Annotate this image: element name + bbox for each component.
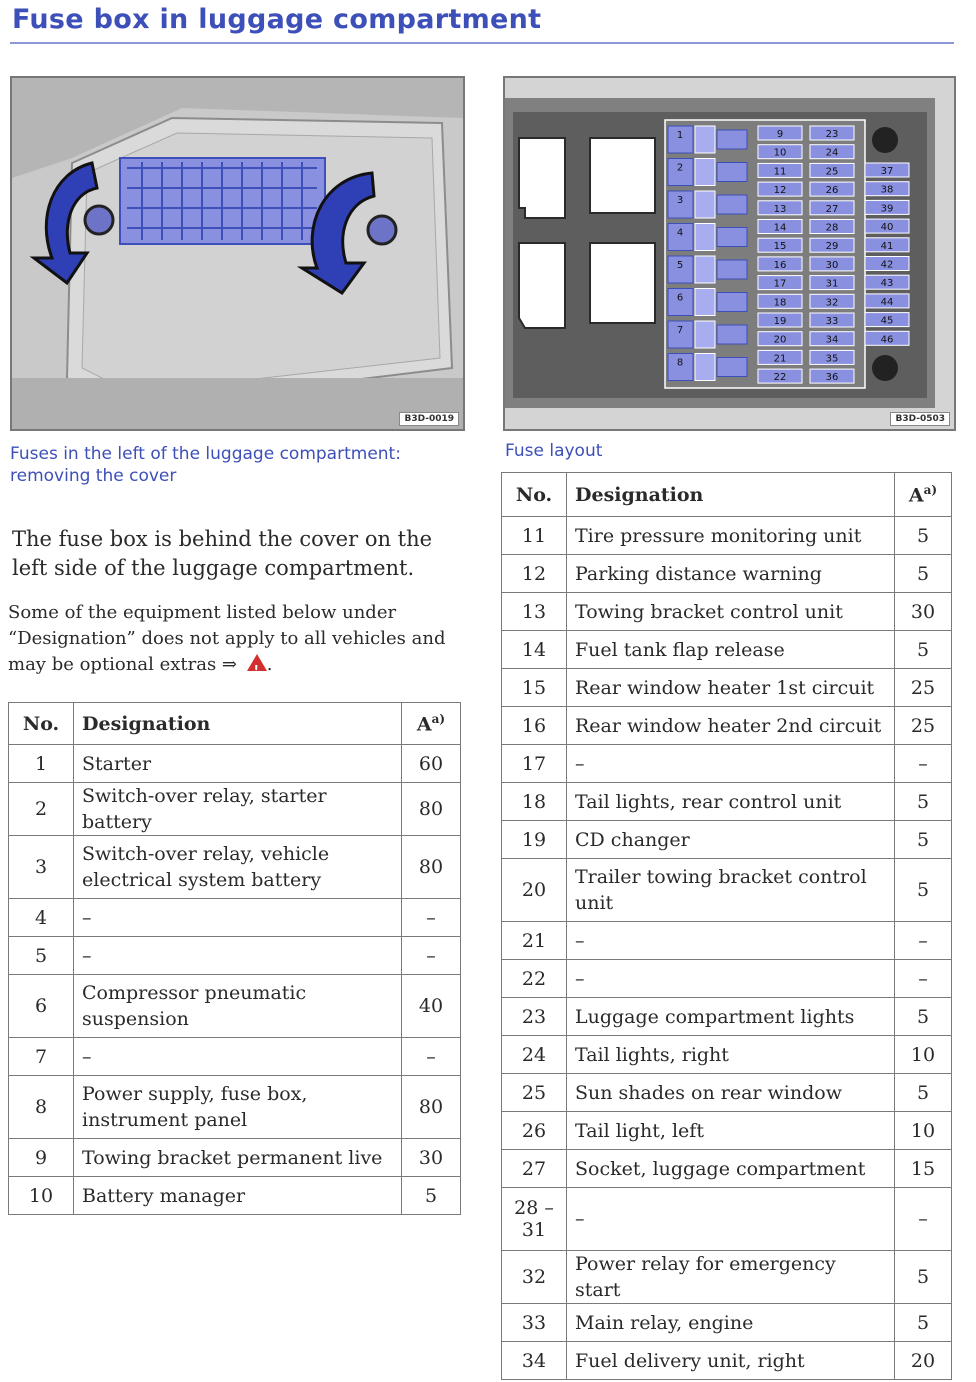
fuse-label: 38 <box>880 184 894 196</box>
designation-cell: Tail light, left <box>567 1112 895 1150</box>
fuse-slot <box>810 220 854 234</box>
amperage-cell: 80 <box>402 783 461 836</box>
amperage-cell: – <box>895 1188 952 1251</box>
fuse-slot <box>865 275 909 289</box>
header-amp <box>402 703 461 745</box>
designation-cell: – <box>567 960 895 998</box>
fuse-label: 46 <box>880 334 894 346</box>
fuse-label: 4 <box>676 227 684 239</box>
fuse-number-cell: 10 <box>9 1177 74 1215</box>
amperage-cell: – <box>402 1038 461 1076</box>
table-row <box>502 1342 952 1380</box>
table-row <box>502 1304 952 1342</box>
fuse-label: 2 <box>676 162 684 174</box>
table-row <box>502 555 952 593</box>
fuse-number-cell: 11 <box>502 517 567 555</box>
fuse-slot <box>668 159 747 186</box>
designation-cell: Trailer towing bracket control unit <box>567 859 895 922</box>
header-designation: Designation <box>567 473 895 517</box>
fuse-number-cell: 15 <box>502 669 567 707</box>
amperage-cell: – <box>402 899 461 937</box>
header-designation: Designation <box>74 703 402 745</box>
designation-cell: Fuel tank flap release <box>567 631 895 669</box>
figure-code: B3D-0503 <box>890 412 950 426</box>
designation-cell: Power relay for emergency start <box>567 1251 895 1304</box>
designation-cell: Fuel delivery unit, right <box>567 1342 895 1380</box>
designation-cell: – <box>567 922 895 960</box>
table-row <box>502 517 952 555</box>
fuse-label: 32 <box>825 297 839 309</box>
amperage-cell: 5 <box>895 821 952 859</box>
fuse-label: 6 <box>676 292 684 304</box>
fuse-label: 27 <box>825 203 839 215</box>
fuse-slot <box>865 313 909 327</box>
table-row <box>9 975 461 1038</box>
fuse-number-cell: 7 <box>9 1038 74 1076</box>
fuse-slot <box>758 238 802 252</box>
designation-cell: – <box>567 1188 895 1251</box>
designation-cell: – <box>74 899 402 937</box>
fuse-slot <box>865 182 909 196</box>
amperage-cell: 60 <box>402 745 461 783</box>
fuse-slot <box>758 182 802 196</box>
designation-cell: Power supply, fuse box, instrument panel <box>74 1076 402 1139</box>
fuse-slot <box>865 238 909 252</box>
page-title: Fuse box in luggage compartment <box>12 4 542 35</box>
fuse-slot <box>758 145 802 159</box>
fuse-slot <box>865 219 909 233</box>
fuse-slot <box>810 369 854 383</box>
designation-cell: Rear window heater 2nd circuit <box>567 707 895 745</box>
note-period: . <box>266 654 273 675</box>
designation-cell: Tail lights, right <box>567 1036 895 1074</box>
fuse-label: 15 <box>773 241 787 253</box>
fuse-number-cell: 14 <box>502 631 567 669</box>
fuse-label: 29 <box>825 241 839 253</box>
amperage-cell: 5 <box>402 1177 461 1215</box>
designation-cell: Battery manager <box>74 1177 402 1215</box>
designation-cell: Parking distance warning <box>567 555 895 593</box>
fuse-label: 10 <box>773 147 787 159</box>
fuse-slot <box>810 350 854 364</box>
table-header-row <box>9 703 461 745</box>
fuse-slot <box>758 332 802 346</box>
table-row <box>502 821 952 859</box>
table-row <box>502 707 952 745</box>
fuse-label: 17 <box>773 278 787 290</box>
designation-cell: Sun shades on rear window <box>567 1074 895 1112</box>
luggage-cover-figure <box>10 76 465 431</box>
designation-cell: Rear window heater 1st circuit <box>567 669 895 707</box>
fuse-label: 20 <box>773 334 787 346</box>
fuse-number-cell: 4 <box>9 899 74 937</box>
fuse-slot <box>810 332 854 346</box>
table-row <box>9 783 461 836</box>
table-row <box>502 1074 952 1112</box>
figure-left-caption <box>10 443 470 487</box>
amperage-cell: 5 <box>895 998 952 1036</box>
fuse-slot <box>668 224 747 251</box>
table-row <box>502 998 952 1036</box>
fuse-number-cell: 1 <box>9 745 74 783</box>
table-row <box>9 1038 461 1076</box>
fuse-slot <box>668 256 747 283</box>
fuse-label: 43 <box>880 278 894 290</box>
fuse-slot <box>758 201 802 215</box>
fuse-slot <box>865 331 909 345</box>
table-row <box>9 1177 461 1215</box>
fuse-number-cell: 13 <box>502 593 567 631</box>
table-row <box>502 783 952 821</box>
table-row <box>502 745 952 783</box>
fuse-label: 37 <box>880 166 894 177</box>
fuse-label: 39 <box>880 203 894 215</box>
fuse-block-image <box>120 158 325 244</box>
amperage-cell: 20 <box>895 1342 952 1380</box>
fuse-slot <box>865 257 909 271</box>
fuse-slot <box>758 163 802 177</box>
caption-line-2: removing the cover <box>10 466 177 486</box>
header-amp <box>895 473 952 517</box>
header-amp-footnote: a) <box>923 482 938 497</box>
table-row <box>502 1150 952 1188</box>
fuse-number-cell: 9 <box>9 1139 74 1177</box>
fuse-label: 35 <box>825 353 839 365</box>
table-row <box>9 899 461 937</box>
amperage-cell: 80 <box>402 1076 461 1139</box>
fuse-label: 45 <box>880 315 894 327</box>
fuse-slot <box>758 276 802 290</box>
amperage-cell: 10 <box>895 1036 952 1074</box>
header-amp-footnote: a) <box>431 711 446 726</box>
fuse-number-cell: 3 <box>9 836 74 899</box>
fuse-label: 14 <box>773 222 787 234</box>
fuse-slot <box>810 126 854 140</box>
amperage-cell: – <box>895 922 952 960</box>
luggage-cover-illustration <box>12 78 463 429</box>
fuse-label: 16 <box>773 259 787 271</box>
warning-triangle-icon <box>247 654 267 671</box>
fuse-number-cell: 17 <box>502 745 567 783</box>
table-row <box>502 960 952 998</box>
fuse-slot <box>668 191 747 218</box>
table-row <box>9 1139 461 1177</box>
table-row <box>502 1251 952 1304</box>
fuse-number-cell: 25 <box>502 1074 567 1112</box>
fuse-number-cell: 27 <box>502 1150 567 1188</box>
fuse-slot <box>865 200 909 214</box>
fuse-label: 41 <box>880 240 894 252</box>
fuse-number-cell: 28 – 31 <box>502 1188 567 1251</box>
amperage-cell: 40 <box>402 975 461 1038</box>
fuse-label: 42 <box>880 259 894 271</box>
equipment-note-text: Some of the equipment listed below under “Designation” does not apply to all vehicles and may be optional extras ⇒ <box>8 602 446 675</box>
designation-cell: Starter <box>74 745 402 783</box>
fuse-number-cell: 22 <box>502 960 567 998</box>
designation-cell: Tire pressure monitoring unit <box>567 517 895 555</box>
amperage-cell: – <box>402 937 461 975</box>
fuse-number-cell: 32 <box>502 1251 567 1304</box>
fuse-number-cell: 6 <box>9 975 74 1038</box>
fuse-label: 8 <box>676 357 684 369</box>
table-row <box>9 937 461 975</box>
fuse-slot <box>865 163 909 177</box>
fuse-slot <box>810 257 854 271</box>
fuse-slot <box>810 294 854 308</box>
table-row <box>502 1188 952 1251</box>
table-header-row <box>502 473 952 517</box>
fuse-table-right <box>501 472 952 1380</box>
designation-cell: Switch-over relay, starter battery <box>74 783 402 836</box>
fuse-number-cell: 20 <box>502 859 567 922</box>
designation-cell: Compressor pneumatic suspension <box>74 975 402 1038</box>
designation-cell: Switch-over relay, vehicle electrical system battery <box>74 836 402 899</box>
amperage-cell: 5 <box>895 1074 952 1112</box>
fuse-number-cell: 21 <box>502 922 567 960</box>
fuse-label: 19 <box>773 316 787 327</box>
header-no: No. <box>9 703 74 745</box>
fuse-label: 5 <box>676 260 684 271</box>
fuse-slot <box>758 126 802 140</box>
fuse-label: 9 <box>776 129 784 140</box>
figure-code: B3D-0019 <box>399 412 459 426</box>
table-row <box>502 1036 952 1074</box>
fuse-label: 22 <box>773 372 787 384</box>
caption-line-1: Fuses in the left of the luggage compartment: <box>10 444 401 464</box>
fuse-number-cell: 16 <box>502 707 567 745</box>
title-divider <box>10 42 954 44</box>
table-row <box>502 669 952 707</box>
fuse-slot <box>758 220 802 234</box>
fuse-label: 21 <box>773 353 787 365</box>
fuse-table-left <box>8 702 461 1215</box>
fuse-label: 1 <box>676 130 684 141</box>
designation-cell: Luggage compartment lights <box>567 998 895 1036</box>
intro-paragraph: The fuse box is behind the cover on the left side of the luggage compartment. <box>12 527 433 580</box>
fuse-slot <box>810 145 854 159</box>
fuse-slot <box>668 354 747 381</box>
fuse-label: 31 <box>825 278 839 290</box>
amperage-cell: 5 <box>895 555 952 593</box>
fuse-layout-diagram <box>505 78 954 429</box>
fuse-slot <box>865 294 909 308</box>
amperage-cell: 5 <box>895 1251 952 1304</box>
amperage-cell: – <box>895 960 952 998</box>
fuse-number-cell: 18 <box>502 783 567 821</box>
fuse-label: 7 <box>676 325 684 336</box>
fuse-label: 3 <box>676 195 684 206</box>
amperage-cell: 5 <box>895 631 952 669</box>
figure-right-caption: Fuse layout <box>505 441 603 461</box>
amperage-cell: 5 <box>895 783 952 821</box>
fuse-number-cell: 12 <box>502 555 567 593</box>
designation-cell: – <box>567 745 895 783</box>
table-row <box>9 1076 461 1139</box>
fuse-label: 24 <box>825 147 839 159</box>
fuse-slot <box>810 182 854 196</box>
fuse-slot <box>810 163 854 177</box>
fuse-slot <box>810 201 854 215</box>
table-row <box>9 836 461 899</box>
fuse-label: 40 <box>880 222 894 234</box>
designation-cell: Tail lights, rear control unit <box>567 783 895 821</box>
fuse-label: 23 <box>825 129 839 140</box>
fuse-number-cell: 2 <box>9 783 74 836</box>
amperage-cell: 30 <box>895 593 952 631</box>
fuse-number-cell: 5 <box>9 937 74 975</box>
header-amp-label: A <box>908 484 924 507</box>
fuse-number-cell: 8 <box>9 1076 74 1139</box>
fuse-label: 18 <box>773 297 787 309</box>
fuse-label: 36 <box>825 372 839 384</box>
amperage-cell: 30 <box>402 1139 461 1177</box>
designation-cell: – <box>74 937 402 975</box>
table-row <box>9 745 461 783</box>
fuse-label: 34 <box>825 334 839 346</box>
fuse-label: 30 <box>825 259 839 271</box>
fuse-number-cell: 23 <box>502 998 567 1036</box>
amperage-cell: – <box>895 745 952 783</box>
fuse-slot <box>810 238 854 252</box>
fuse-label: 13 <box>773 203 787 215</box>
fuse-label: 26 <box>825 185 839 197</box>
amperage-cell: 25 <box>895 669 952 707</box>
fuse-label: 33 <box>825 316 839 327</box>
fuse-label: 25 <box>825 166 839 178</box>
amperage-cell: 25 <box>895 707 952 745</box>
header-no: No. <box>502 473 567 517</box>
fuse-slot <box>758 257 802 271</box>
table-row <box>502 922 952 960</box>
amperage-cell: 5 <box>895 859 952 922</box>
designation-cell: Main relay, engine <box>567 1304 895 1342</box>
designation-cell: Socket, luggage compartment <box>567 1150 895 1188</box>
designation-cell: CD changer <box>567 821 895 859</box>
fuse-slot <box>758 294 802 308</box>
fuse-label: 11 <box>773 166 787 178</box>
fuse-label: 44 <box>880 296 894 308</box>
fuse-slot <box>810 276 854 290</box>
fuse-number-cell: 19 <box>502 821 567 859</box>
fuse-slot <box>668 321 747 348</box>
fuse-slot <box>758 350 802 364</box>
fuse-number-cell: 26 <box>502 1112 567 1150</box>
fuse-number-cell: 33 <box>502 1304 567 1342</box>
amperage-cell: 10 <box>895 1112 952 1150</box>
header-amp-label: A <box>416 713 432 736</box>
amperage-cell: 80 <box>402 836 461 899</box>
fuse-number-cell: 34 <box>502 1342 567 1380</box>
fuse-label: 12 <box>773 185 787 197</box>
fuse-layout-figure <box>503 76 956 431</box>
table-row <box>502 859 952 922</box>
table-row <box>502 631 952 669</box>
fuse-slot <box>758 313 802 327</box>
equipment-note <box>8 600 463 678</box>
fuse-slot <box>668 289 747 316</box>
fuse-slot <box>758 369 802 383</box>
amperage-cell: 5 <box>895 517 952 555</box>
designation-cell: Towing bracket permanent live <box>74 1139 402 1177</box>
fuse-slot <box>810 313 854 327</box>
fuse-slot <box>668 126 747 153</box>
amperage-cell: 5 <box>895 1304 952 1342</box>
table-row <box>502 593 952 631</box>
amperage-cell: 15 <box>895 1150 952 1188</box>
designation-cell: – <box>74 1038 402 1076</box>
fuse-number-cell: 24 <box>502 1036 567 1074</box>
fuse-label: 28 <box>825 222 839 234</box>
table-row <box>502 1112 952 1150</box>
designation-cell: Towing bracket control unit <box>567 593 895 631</box>
